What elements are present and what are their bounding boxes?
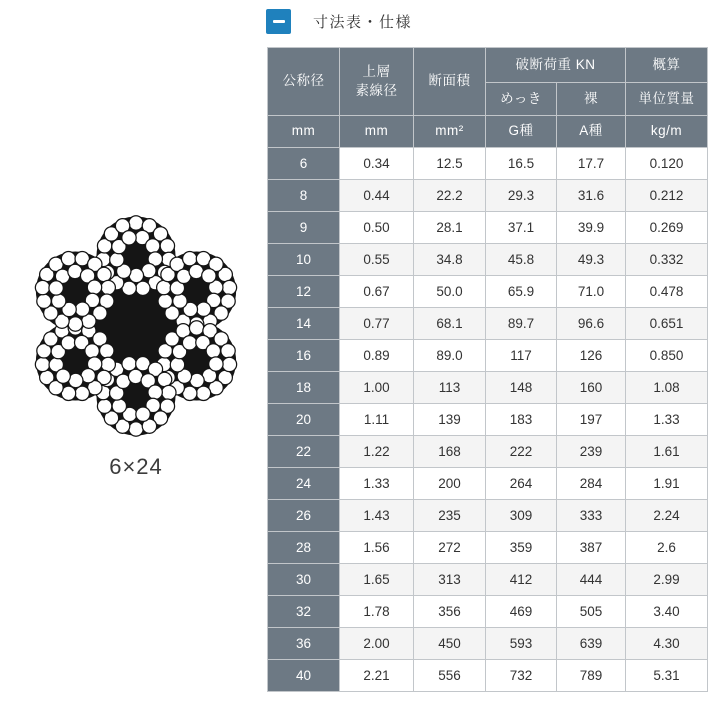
row-header-nominal-diameter: 16 [268,340,340,372]
data-cell: 0.67 [340,276,414,308]
row-header-nominal-diameter: 12 [268,276,340,308]
spec-table [267,47,708,692]
data-cell: 0.212 [626,180,708,212]
data-cell: 139 [414,404,486,436]
data-cell: 732 [486,660,557,692]
unit-nominal-diameter: mm [268,116,340,148]
data-cell: 117 [486,340,557,372]
data-cell: 313 [414,564,486,596]
data-cell: 113 [414,372,486,404]
row-header-nominal-diameter: 40 [268,660,340,692]
data-cell: 65.9 [486,276,557,308]
data-cell: 272 [414,532,486,564]
col-header-upper-wire-line2: 素線径 [355,82,398,98]
row-header-nominal-diameter: 20 [268,404,340,436]
data-cell: 1.65 [340,564,414,596]
data-cell: 96.6 [557,308,626,340]
data-cell: 200 [414,468,486,500]
data-cell: 0.651 [626,308,708,340]
table-row [268,308,708,340]
table-row [268,404,708,436]
row-header-nominal-diameter: 32 [268,596,340,628]
data-cell: 284 [557,468,626,500]
data-cell: 239 [557,436,626,468]
row-header-nominal-diameter: 8 [268,180,340,212]
data-cell: 1.56 [340,532,414,564]
data-cell: 1.91 [626,468,708,500]
table-row [268,468,708,500]
data-cell: 68.1 [414,308,486,340]
data-cell: 1.00 [340,372,414,404]
data-cell: 5.31 [626,660,708,692]
data-cell: 16.5 [486,148,557,180]
table-row [268,340,708,372]
data-cell: 222 [486,436,557,468]
data-cell: 359 [486,532,557,564]
data-cell: 71.0 [557,276,626,308]
data-cell: 126 [557,340,626,372]
data-cell: 1.33 [626,404,708,436]
unit-unit-mass: kg/m [626,116,708,148]
row-header-nominal-diameter: 36 [268,628,340,660]
col-header-cross-section-area: 断面積 [414,48,486,116]
data-cell: 39.9 [557,212,626,244]
table-row [268,564,708,596]
data-cell: 444 [557,564,626,596]
data-cell: 0.55 [340,244,414,276]
data-cell: 1.78 [340,596,414,628]
col-header-upper-wire-diameter [340,48,414,116]
data-cell: 0.120 [626,148,708,180]
data-cell: 148 [486,372,557,404]
units-row [268,116,708,148]
data-cell: 49.3 [557,244,626,276]
table-row [268,244,708,276]
row-header-nominal-diameter: 22 [268,436,340,468]
data-cell: 50.0 [414,276,486,308]
col-header-unit-mass: 単位質量 [626,83,708,116]
unit-cross-section-area: mm² [414,116,486,148]
data-cell: 160 [557,372,626,404]
data-cell: 556 [414,660,486,692]
row-header-nominal-diameter: 14 [268,308,340,340]
col-header-approx: 概算 [626,48,708,83]
data-cell: 0.77 [340,308,414,340]
row-header-nominal-diameter: 6 [268,148,340,180]
data-cell: 0.44 [340,180,414,212]
table-row [268,276,708,308]
table-row [268,180,708,212]
data-cell: 505 [557,596,626,628]
data-cell: 2.24 [626,500,708,532]
data-cell: 12.5 [414,148,486,180]
data-cell: 28.1 [414,212,486,244]
table-row [268,596,708,628]
unit-upper-wire-diameter: mm [340,116,414,148]
header-row-1 [268,48,708,83]
data-cell: 34.8 [414,244,486,276]
data-cell: 197 [557,404,626,436]
data-cell: 2.21 [340,660,414,692]
data-cell: 3.40 [626,596,708,628]
col-header-upper-wire-line1: 上層 [362,64,391,80]
section-header [266,9,412,34]
data-cell: 1.08 [626,372,708,404]
data-cell: 0.269 [626,212,708,244]
data-cell: 356 [414,596,486,628]
row-header-nominal-diameter: 26 [268,500,340,532]
unit-plated-grade: G種 [486,116,557,148]
data-cell: 31.6 [557,180,626,212]
data-cell: 89.0 [414,340,486,372]
collapse-button[interactable] [266,9,291,34]
data-cell: 789 [557,660,626,692]
row-header-nominal-diameter: 9 [268,212,340,244]
data-cell: 0.34 [340,148,414,180]
minus-icon [273,20,285,23]
spec-table-body [268,148,708,692]
data-cell: 0.89 [340,340,414,372]
data-cell: 450 [414,628,486,660]
data-cell: 264 [486,468,557,500]
data-cell: 168 [414,436,486,468]
col-header-nominal-diameter: 公称径 [268,48,340,116]
data-cell: 593 [486,628,557,660]
row-header-nominal-diameter: 24 [268,468,340,500]
data-cell: 2.6 [626,532,708,564]
row-header-nominal-diameter: 28 [268,532,340,564]
data-cell: 183 [486,404,557,436]
data-cell: 1.43 [340,500,414,532]
rope-diagram-svg [21,211,251,441]
data-cell: 0.332 [626,244,708,276]
data-cell: 4.30 [626,628,708,660]
table-row [268,660,708,692]
data-cell: 45.8 [486,244,557,276]
data-cell: 0.50 [340,212,414,244]
data-cell: 37.1 [486,212,557,244]
row-header-nominal-diameter: 30 [268,564,340,596]
data-cell: 1.22 [340,436,414,468]
rope-cross-section [21,211,251,480]
table-row [268,212,708,244]
data-cell: 1.11 [340,404,414,436]
data-cell: 2.00 [340,628,414,660]
rope-construction-label: 6×24 [109,454,163,479]
table-row [268,372,708,404]
data-cell: 1.61 [626,436,708,468]
data-cell: 0.478 [626,276,708,308]
data-cell: 333 [557,500,626,532]
data-cell: 89.7 [486,308,557,340]
data-cell: 639 [557,628,626,660]
data-cell: 469 [486,596,557,628]
data-cell: 309 [486,500,557,532]
table-row [268,148,708,180]
data-cell: 22.2 [414,180,486,212]
data-cell: 17.7 [557,148,626,180]
data-cell: 412 [486,564,557,596]
col-header-plated: めっき [486,83,557,116]
spec-table-head [268,48,708,148]
table-row [268,532,708,564]
row-header-nominal-diameter: 10 [268,244,340,276]
table-row [268,500,708,532]
section-title: 寸法表・仕様 [313,14,413,31]
unit-bare-grade: A種 [557,116,626,148]
data-cell: 0.850 [626,340,708,372]
col-header-breaking-load: 破断荷重 KN [486,48,626,83]
row-header-nominal-diameter: 18 [268,372,340,404]
table-row [268,436,708,468]
col-header-bare: 裸 [557,83,626,116]
data-cell: 387 [557,532,626,564]
data-cell: 235 [414,500,486,532]
table-row [268,628,708,660]
data-cell: 2.99 [626,564,708,596]
data-cell: 29.3 [486,180,557,212]
data-cell: 1.33 [340,468,414,500]
